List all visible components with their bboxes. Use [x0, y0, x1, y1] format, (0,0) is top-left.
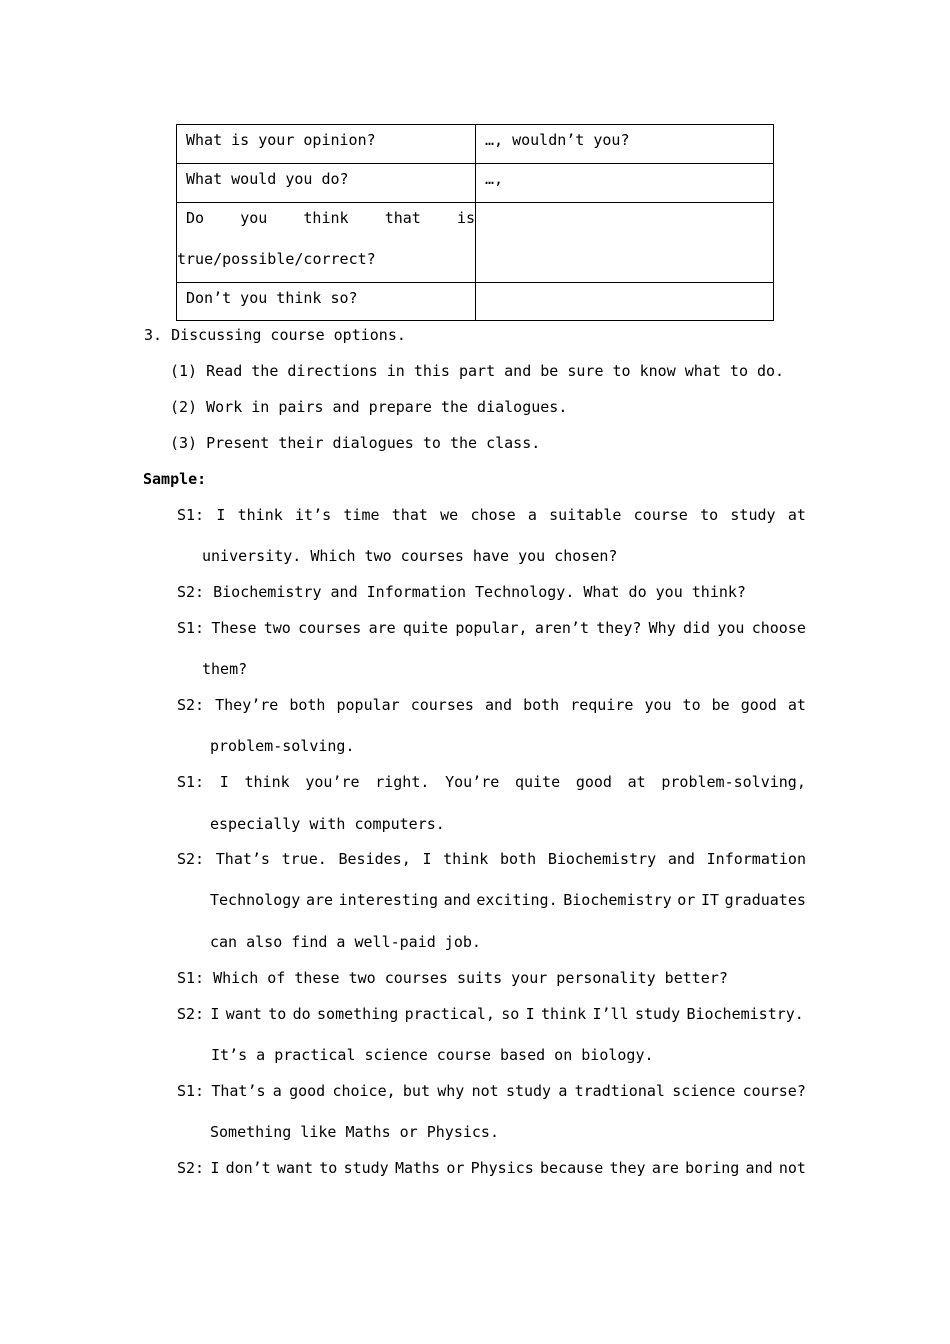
- word: good: [289, 1082, 326, 1100]
- word: think: [237, 506, 283, 524]
- word: I: [525, 1005, 535, 1023]
- word: popular: [336, 696, 400, 714]
- word: quite: [514, 773, 561, 791]
- word: want: [225, 1005, 262, 1023]
- dialogue-line: [210, 890, 806, 910]
- table-cell: What would you do?: [177, 164, 476, 203]
- word: at: [787, 506, 806, 524]
- word: two: [263, 619, 291, 637]
- word: time: [343, 506, 380, 524]
- word: S1:: [177, 506, 205, 524]
- step-item: (2) Work in pairs and prepare the dialogues.: [170, 398, 568, 416]
- sample-label: Sample:: [143, 470, 207, 488]
- word: to: [700, 506, 719, 524]
- dialogue-line: [177, 1158, 806, 1178]
- word: a: [558, 1082, 568, 1100]
- dialogue-line: [177, 849, 806, 869]
- word: S2:: [177, 850, 205, 868]
- word: they: [609, 1159, 646, 1177]
- word: popular,: [455, 619, 528, 637]
- word: is: [456, 209, 475, 227]
- word: think: [443, 850, 489, 868]
- word: choose: [751, 619, 806, 637]
- word: quite: [402, 619, 449, 637]
- table-cell: …, wouldn’t you?: [476, 125, 774, 164]
- word: good: [575, 773, 612, 791]
- word: Information: [706, 850, 806, 868]
- word: study: [730, 506, 776, 524]
- word: Physics: [470, 1159, 534, 1177]
- table-cell: [476, 203, 774, 283]
- word: courses: [410, 696, 474, 714]
- word: choice,: [332, 1082, 396, 1100]
- word: practical,: [404, 1005, 495, 1023]
- table-row: [177, 125, 774, 164]
- word: think: [303, 209, 349, 227]
- dialogue-line: S2: Biochemistry and Information Technology. What do you think?: [177, 583, 746, 601]
- table-cell: …,: [476, 164, 774, 203]
- word: science: [672, 1082, 736, 1100]
- word: it’s: [295, 506, 332, 524]
- word: something: [317, 1005, 399, 1023]
- dialogue-line: especially with computers.: [210, 815, 445, 833]
- word: that: [391, 506, 428, 524]
- section-heading: 3. Discussing course options.: [144, 326, 406, 344]
- word: S1:: [177, 773, 205, 791]
- word: I: [216, 506, 226, 524]
- dialogue-line: [177, 618, 806, 638]
- word: at: [627, 773, 646, 791]
- dialogue-line: S1: Which of these two courses suits your personality better?: [177, 969, 728, 987]
- word: study: [343, 1159, 389, 1177]
- word: They’re: [215, 696, 279, 714]
- word: and: [484, 696, 513, 714]
- word: are: [368, 619, 396, 637]
- word: Biochemistry: [547, 850, 657, 868]
- word: I: [210, 1005, 220, 1023]
- table-row: [177, 203, 774, 283]
- word: to: [319, 1159, 338, 1177]
- word: a: [527, 506, 537, 524]
- word: course?: [742, 1082, 806, 1100]
- word: exciting.: [476, 891, 558, 909]
- word: Technology: [210, 891, 301, 909]
- word: Besides,: [338, 850, 411, 868]
- word: did: [683, 619, 711, 637]
- dialogue-line: [177, 695, 806, 715]
- word: require: [570, 696, 634, 714]
- word: Why: [648, 619, 676, 637]
- word: graduates: [724, 891, 806, 909]
- word: and: [667, 850, 695, 868]
- table-row: [177, 164, 774, 203]
- word: we: [440, 506, 459, 524]
- phrases-table: [176, 124, 774, 321]
- word: both: [289, 696, 326, 714]
- table-cell: Do you think that is true/possible/correct?: [177, 203, 476, 283]
- dialogue-line: It’s a practical science course based on biology.: [211, 1046, 654, 1064]
- word: boring: [685, 1159, 740, 1177]
- dialogue-line: them?: [202, 660, 248, 678]
- table-cell: [476, 283, 774, 321]
- word: you: [240, 209, 268, 227]
- word: want: [276, 1159, 314, 1177]
- word: true.: [281, 850, 327, 868]
- dialogue-line: [177, 1004, 804, 1024]
- word: think: [541, 1005, 587, 1023]
- word: You’re: [445, 773, 500, 791]
- word: S1:: [177, 1082, 205, 1100]
- word: to: [682, 696, 701, 714]
- word: don’t: [225, 1159, 271, 1177]
- word: and: [745, 1159, 773, 1177]
- word: at: [787, 696, 806, 714]
- word: think: [244, 773, 290, 791]
- word: both: [500, 850, 537, 868]
- word: These: [211, 619, 257, 637]
- word: study: [634, 1005, 681, 1023]
- word: be: [711, 696, 730, 714]
- dialogue-line: [177, 772, 806, 792]
- word: that: [384, 209, 421, 227]
- word: aren’t: [534, 619, 589, 637]
- word: I: [422, 850, 432, 868]
- word: but: [402, 1082, 430, 1100]
- word: or: [446, 1159, 465, 1177]
- word: course: [633, 506, 688, 524]
- word: not: [471, 1082, 499, 1100]
- word: S2:: [177, 696, 205, 714]
- word: I’ll: [592, 1005, 629, 1023]
- word: Maths: [394, 1159, 441, 1177]
- dialogue-line: [177, 505, 806, 525]
- word: you’re: [305, 773, 360, 791]
- word: a: [272, 1082, 282, 1100]
- word: S2:: [177, 1159, 205, 1177]
- word: IT: [700, 891, 719, 909]
- word: problem-solving,: [661, 773, 806, 791]
- dialogue-line: Something like Maths or Physics.: [210, 1123, 499, 1141]
- word: chose: [470, 506, 516, 524]
- step-item: (3) Present their dialogues to the class.: [170, 434, 541, 452]
- word: so: [501, 1005, 520, 1023]
- word: or: [677, 891, 696, 909]
- dialogue-line: can also find a well-paid job.: [210, 933, 481, 951]
- word: not: [778, 1159, 806, 1177]
- table-row: [177, 283, 774, 321]
- dialogue-line: university. Which two courses have you chosen?: [202, 547, 618, 565]
- step-item: (1) Read the directions in this part and be sure to know what to do.: [170, 362, 785, 380]
- word: are: [305, 891, 334, 909]
- word: you: [717, 619, 745, 637]
- word: are: [651, 1159, 679, 1177]
- table-cell: Don’t you think so?: [177, 283, 476, 321]
- word: and: [443, 891, 471, 909]
- word: S2:: [177, 1005, 205, 1023]
- word: That’s: [211, 1082, 266, 1100]
- word: they?: [596, 619, 642, 637]
- word: you: [644, 696, 672, 714]
- word: tradtional: [574, 1082, 665, 1100]
- word: because: [540, 1159, 604, 1177]
- word: Do: [186, 209, 205, 227]
- word: right.: [375, 773, 430, 791]
- dialogue-line: [177, 1081, 806, 1101]
- word: interesting: [338, 891, 438, 909]
- word: why: [437, 1082, 465, 1100]
- justified-line: [186, 208, 475, 228]
- word: good: [740, 696, 777, 714]
- word: S1:: [177, 619, 205, 637]
- word: That’s: [215, 850, 270, 868]
- word: study: [505, 1082, 552, 1100]
- word: I: [210, 1159, 220, 1177]
- word: both: [523, 696, 560, 714]
- word: Biochemistry: [563, 891, 672, 909]
- word: courses: [298, 619, 362, 637]
- word: to: [268, 1005, 287, 1023]
- dialogue-line: problem-solving.: [210, 737, 355, 755]
- word: suitable: [549, 506, 622, 524]
- word: Biochemistry.: [686, 1005, 804, 1023]
- word: I: [219, 773, 229, 791]
- table-cell: What is your opinion?: [177, 125, 476, 164]
- word: do: [292, 1005, 311, 1023]
